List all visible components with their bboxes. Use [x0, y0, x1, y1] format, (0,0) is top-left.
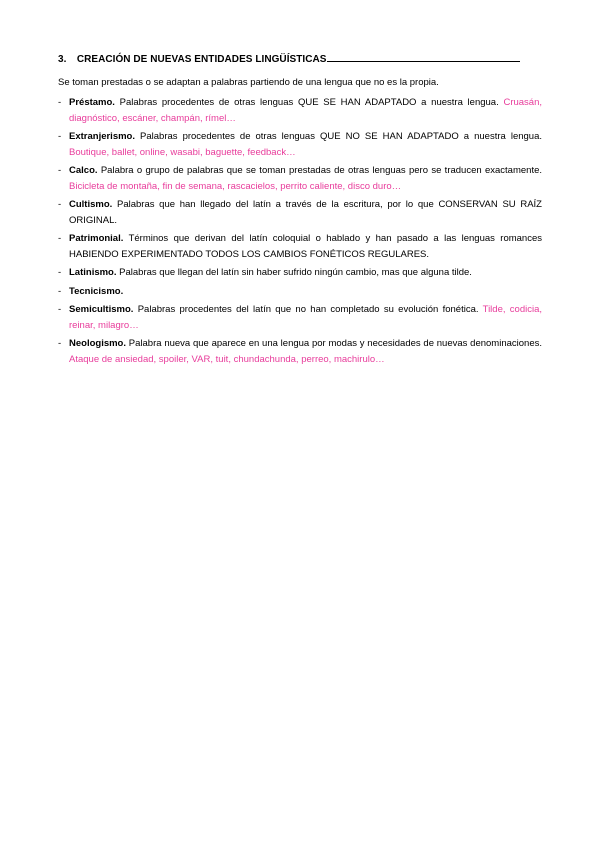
document-content — [58, 52, 542, 370]
list-item-patrimonial — [58, 231, 542, 262]
heading-underline-rule — [327, 52, 520, 62]
term-definition: Términos que derivan del latín coloquial o hablado y han pasado a las lenguas romances HABIENDO EXPERIMENTADO TODOS LOS CAMBIOS FONÉTICOS REGULARES. — [69, 233, 542, 260]
list-item-neologismo — [58, 336, 542, 367]
term-definition: Palabra o grupo de palabras que se toman prestadas de otras lenguas pero se traducen exactamente. — [100, 165, 543, 176]
term-label: Neologismo. — [69, 338, 127, 349]
list-dash: - — [58, 285, 62, 297]
term-definition: Palabras procedentes de otras lenguas QUE NO SE HAN ADAPTADO a nuestra lengua. — [140, 131, 543, 142]
term-examples: Cruasán, diagnóstico, escáner, champán, rímel… — [69, 97, 543, 124]
list-dash: - — [58, 233, 62, 244]
list-item-extranjerismo — [58, 129, 542, 160]
list-item-cultismo — [58, 197, 542, 228]
term-label: Semicultismo. — [69, 304, 134, 315]
section-heading — [58, 52, 542, 67]
term-label: Calco. — [69, 165, 98, 176]
section-title: CREACIÓN DE NUEVAS ENTIDADES LINGÜÍSTICAS — [76, 54, 327, 65]
term-examples: Boutique, ballet, online, wasabi, baguette, feedback… — [69, 146, 296, 158]
term-definition: Palabras que llegan del latín sin haber sufrido ningún cambio, mas que alguna tilde. — [119, 267, 472, 278]
term-label: Tecnicismo. — [69, 285, 124, 297]
term-label: Cultismo. — [69, 199, 113, 210]
list-dash: - — [58, 199, 62, 210]
term-examples: Ataque de ansiedad, spoiler, VAR, tuit, chundachunda, perreo, machirulo… — [69, 353, 385, 365]
term-definition: Palabra nueva que aparece en una lengua por modas y necesidades de nuevas denominaciones. — [128, 338, 542, 349]
term-examples: Tilde, codicia, reinar, milagro… — [69, 304, 543, 331]
term-examples: Bicicleta de montaña, fin de semana, rascacielos, perrito caliente, disco duro… — [69, 180, 402, 192]
term-definition: Palabras procedentes del latín que no han completado su evolución fonética. — [137, 304, 479, 315]
list-item-prestamo — [58, 95, 542, 126]
list-item-calco — [58, 163, 542, 194]
term-label: Préstamo. — [69, 97, 115, 108]
term-label: Extranjerismo. — [69, 131, 135, 142]
list-item-latinismo — [58, 265, 542, 281]
list-item-semicultismo — [58, 302, 542, 333]
list-dash: - — [58, 97, 62, 108]
list-dash: - — [58, 165, 62, 176]
list-dash: - — [58, 267, 62, 278]
term-definition: Palabras procedentes de otras lenguas QUE SE HAN ADAPTADO a nuestra lengua. — [119, 97, 499, 108]
section-number: 3. — [58, 54, 67, 65]
list-dash: - — [58, 131, 62, 142]
list-item-tecnicismo — [58, 284, 542, 300]
term-label: Latinismo. — [69, 267, 117, 278]
list-dash: - — [58, 304, 62, 315]
term-label: Patrimonial. — [69, 233, 124, 244]
term-list — [58, 95, 542, 367]
intro-paragraph: Se toman prestadas o se adaptan a palabras partiendo de una lengua que no es la propia. — [58, 77, 439, 88]
list-dash: - — [58, 338, 62, 349]
term-definition: Palabras que han llegado del latín a través de la escritura, por lo que CONSERVAN SU RAÍZ ORIGINAL. — [69, 199, 542, 226]
